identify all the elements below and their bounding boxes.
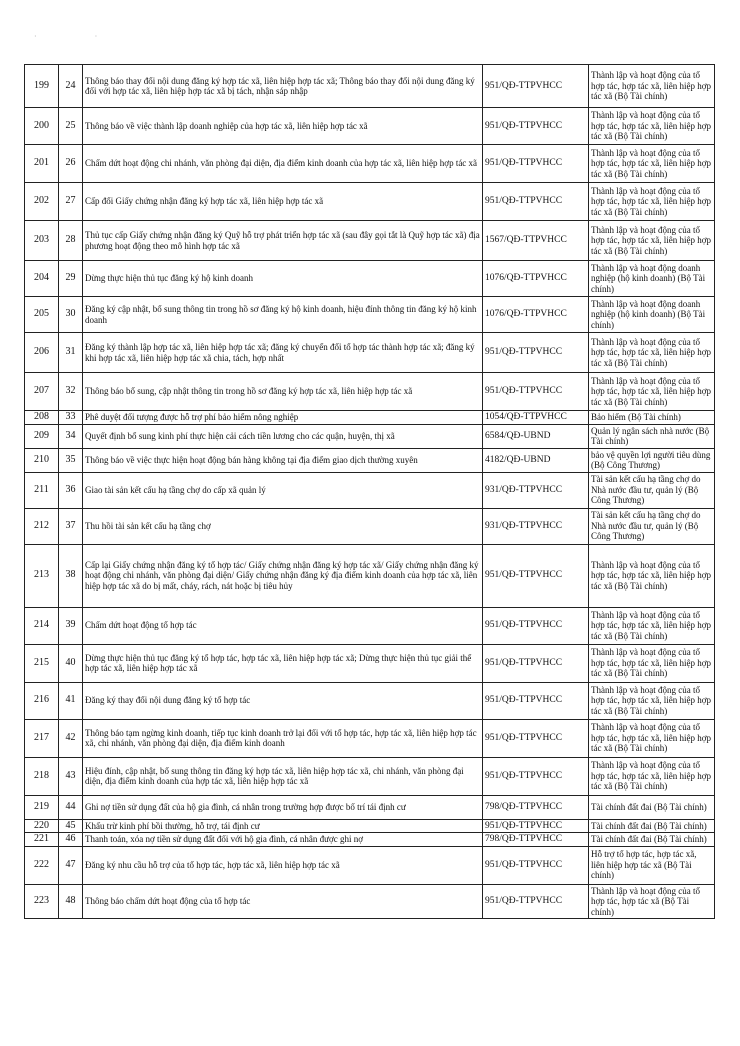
cell-no: 216 <box>25 682 59 719</box>
scan-marks: · · <box>34 32 126 41</box>
cell-title: Phê duyệt đối tượng được hỗ trợ phí bảo hiểm nông nghiệp <box>83 411 483 425</box>
cell-decision: 4182/QĐ-UBND <box>483 448 589 472</box>
cell-no: 207 <box>25 373 59 411</box>
cell-sub: 31 <box>59 333 83 373</box>
cell-title: Ghi nợ tiền sử dụng đất của hộ gia đình, cá nhân trong trường hợp được bố trí tái định cư <box>83 795 483 819</box>
cell-field: Thành lập và hoạt động của tổ hợp tác, hợp tác xã, liên hiệp hợp tác xã (Bộ Tài chính) <box>589 333 715 373</box>
cell-sub: 28 <box>59 221 83 261</box>
cell-field: bảo vệ quyền lợi người tiêu dùng (Bộ Công Thương) <box>589 448 715 472</box>
cell-title: Thông báo bổ sung, cập nhật thông tin trong hồ sơ đăng ký hợp tác xã, liên hiệp hợp tác xã <box>83 373 483 411</box>
cell-sub: 43 <box>59 757 83 795</box>
cell-field: Thành lập và hoạt động của tổ hợp tác, hợp tác xã, liên hiệp hợp tác xã (Bộ Tài chính) <box>589 183 715 221</box>
table-row <box>25 682 715 719</box>
cell-title: Thông báo tạm ngừng kinh doanh, tiếp tục kinh doanh trở lại đối với tổ hợp tác, hợp tác xã, liên hiệp hợp tác xã, chi nhánh, văn phòng đại diện, địa điểm kinh doanh <box>83 719 483 757</box>
table-row <box>25 757 715 795</box>
table-row <box>25 108 715 145</box>
cell-title: Thanh toán, xóa nợ tiền sử dụng đất đối với hộ gia đình, cá nhân được ghi nợ <box>83 833 483 847</box>
cell-title: Cấp lại Giấy chứng nhận đăng ký tổ hợp tác/ Giấy chứng nhận đăng ký hợp tác xã/ Giấy chứng nhận đăng ký hoạt động chi nhánh, văn phòng đại diện/ Giấy chứng nhận đăng ký địa điểm kinh doanh của hợp tác xã, liên hiệp hợp tác xã do bị mất, cháy, rách, nát hoặc bị tiêu hủy <box>83 544 483 607</box>
table-row <box>25 846 715 884</box>
cell-no: 221 <box>25 833 59 847</box>
cell-no: 204 <box>25 261 59 297</box>
cell-no: 205 <box>25 297 59 333</box>
cell-title: Đăng ký thay đổi nội dung đăng ký tổ hợp tác <box>83 682 483 719</box>
cell-field: Tài sản kết cấu hạ tầng chợ do Nhà nước đầu tư, quản lý (Bộ Công Thương) <box>589 472 715 508</box>
cell-field: Thành lập và hoạt động doanh nghiệp (hộ kinh doanh) (Bộ Tài chính) <box>589 297 715 333</box>
cell-decision: 951/QĐ-TTPVHCC <box>483 644 589 682</box>
cell-field: Thành lập và hoạt động của tổ hợp tác, hợp tác xã, liên hiệp hợp tác xã (Bộ Tài chính) <box>589 221 715 261</box>
cell-field: Thành lập và hoạt động của tổ hợp tác, hợp tác xã, liên hiệp hợp tác xã (Bộ Tài chính) <box>589 607 715 644</box>
cell-field: Hỗ trợ tổ hợp tác, hợp tác xã, liên hiệp hợp tác xã (Bộ Tài chính) <box>589 846 715 884</box>
cell-sub: 29 <box>59 261 83 297</box>
cell-sub: 41 <box>59 682 83 719</box>
table-row <box>25 508 715 544</box>
table-row <box>25 819 715 833</box>
cell-decision: 951/QĐ-TTPVHCC <box>483 819 589 833</box>
cell-title: Dừng thực hiện thủ tục đăng ký tổ hợp tác, hợp tác xã, liên hiệp hợp tác xã; Dừng thực hiện thủ tục giải thể hợp tác xã, liên hiệp hợp tác xã <box>83 644 483 682</box>
cell-no: 209 <box>25 424 59 448</box>
cell-sub: 30 <box>59 297 83 333</box>
cell-decision: 1567/QĐ-TTPVHCC <box>483 221 589 261</box>
table-row <box>25 145 715 183</box>
cell-decision: 951/QĐ-TTPVHCC <box>483 884 589 919</box>
cell-sub: 45 <box>59 819 83 833</box>
cell-sub: 33 <box>59 411 83 425</box>
cell-decision: 1076/QĐ-TTPVHCC <box>483 261 589 297</box>
cell-no: 212 <box>25 508 59 544</box>
table-row <box>25 65 715 108</box>
table-row <box>25 424 715 448</box>
cell-field: Quản lý ngân sách nhà nước (Bộ Tài chính) <box>589 424 715 448</box>
cell-title: Đăng ký cập nhật, bổ sung thông tin trong hồ sơ đăng ký hộ kinh doanh, hiệu đính thông tin đăng ký hộ kinh doanh <box>83 297 483 333</box>
cell-decision: 951/QĐ-TTPVHCC <box>483 183 589 221</box>
cell-no: 215 <box>25 644 59 682</box>
cell-field: Thành lập và hoạt động của tổ hợp tác, hợp tác xã, liên hiệp hợp tác xã (Bộ Tài chính) <box>589 682 715 719</box>
cell-field: Thành lập và hoạt động của tổ hợp tác, hợp tác xã, liên hiệp hợp tác xã (Bộ Tài chính) <box>589 719 715 757</box>
cell-decision: 951/QĐ-TTPVHCC <box>483 682 589 719</box>
table-row <box>25 373 715 411</box>
cell-title: Chấm dứt hoạt động tổ hợp tác <box>83 607 483 644</box>
cell-no: 208 <box>25 411 59 425</box>
table-row <box>25 719 715 757</box>
table-row <box>25 607 715 644</box>
cell-title: Đăng ký thành lập hợp tác xã, liên hiệp hợp tác xã; đăng ký chuyển đổi tổ hợp tác thành hợp tác xã; đăng ký khi hợp tác xã, liên hiệp hợp tác xã chia, tách, hợp nhất <box>83 333 483 373</box>
cell-sub: 26 <box>59 145 83 183</box>
table-row <box>25 472 715 508</box>
cell-field: Thành lập và hoạt động của tổ hợp tác, hợp tác xã, liên hiệp hợp tác xã (Bộ Tài chính) <box>589 644 715 682</box>
cell-no: 201 <box>25 145 59 183</box>
cell-no: 218 <box>25 757 59 795</box>
cell-no: 202 <box>25 183 59 221</box>
cell-sub: 24 <box>59 65 83 108</box>
cell-no: 210 <box>25 448 59 472</box>
cell-sub: 34 <box>59 424 83 448</box>
cell-title: Chấm dứt hoạt động chi nhánh, văn phòng đại diện, địa điểm kinh doanh của hợp tác xã, liên hiệp hợp tác xã <box>83 145 483 183</box>
cell-no: 217 <box>25 719 59 757</box>
cell-no: 206 <box>25 333 59 373</box>
cell-field: Thành lập và hoạt động của tổ hợp tác, hợp tác xã (Bộ Tài chính) <box>589 884 715 919</box>
cell-sub: 32 <box>59 373 83 411</box>
cell-decision: 951/QĐ-TTPVHCC <box>483 719 589 757</box>
cell-sub: 38 <box>59 544 83 607</box>
cell-sub: 39 <box>59 607 83 644</box>
table-row <box>25 183 715 221</box>
cell-field: Thành lập và hoạt động doanh nghiệp (hộ kinh doanh) (Bộ Tài chính) <box>589 261 715 297</box>
cell-title: Thông báo thay đổi nội dung đăng ký hợp tác xã, liên hiệp hợp tác xã; Thông báo thay đổi nội dung đăng ký đối với hợp tác xã, liên hiệp hợp tác xã bị tách, nhận sáp nhập <box>83 65 483 108</box>
cell-sub: 25 <box>59 108 83 145</box>
cell-no: 199 <box>25 65 59 108</box>
cell-sub: 42 <box>59 719 83 757</box>
cell-decision: 951/QĐ-TTPVHCC <box>483 333 589 373</box>
cell-no: 219 <box>25 795 59 819</box>
table-row <box>25 448 715 472</box>
cell-decision: 798/QĐ-TTPVHCC <box>483 795 589 819</box>
table-row <box>25 833 715 847</box>
cell-no: 214 <box>25 607 59 644</box>
cell-no: 213 <box>25 544 59 607</box>
cell-title: Thông báo chấm dứt hoạt động của tổ hợp tác <box>83 884 483 919</box>
table-row <box>25 261 715 297</box>
cell-field: Thành lập và hoạt động của tổ hợp tác, hợp tác xã, liên hiệp hợp tác xã (Bộ Tài chính) <box>589 65 715 108</box>
cell-field: Thành lập và hoạt động của tổ hợp tác, hợp tác xã, liên hiệp hợp tác xã (Bộ Tài chính) <box>589 544 715 607</box>
cell-decision: 951/QĐ-TTPVHCC <box>483 607 589 644</box>
cell-field: Tài chính đất đai (Bộ Tài chính) <box>589 819 715 833</box>
cell-title: Thông báo về việc thành lập doanh nghiệp của hợp tác xã, liên hiệp hợp tác xã <box>83 108 483 145</box>
cell-sub: 40 <box>59 644 83 682</box>
table-row <box>25 411 715 425</box>
cell-title: Dừng thực hiện thủ tục đăng ký hộ kinh doanh <box>83 261 483 297</box>
cell-no: 220 <box>25 819 59 833</box>
cell-decision: 951/QĐ-TTPVHCC <box>483 544 589 607</box>
cell-no: 211 <box>25 472 59 508</box>
table-row <box>25 297 715 333</box>
cell-decision: 798/QĐ-TTPVHCC <box>483 833 589 847</box>
cell-title: Quyết định bổ sung kinh phí thực hiện cải cách tiền lương cho các quận, huyện, thị xã <box>83 424 483 448</box>
table-row <box>25 795 715 819</box>
cell-sub: 27 <box>59 183 83 221</box>
cell-sub: 47 <box>59 846 83 884</box>
cell-title: Cấp đổi Giấy chứng nhận đăng ký hợp tác xã, liên hiệp hợp tác xã <box>83 183 483 221</box>
cell-title: Hiệu đính, cập nhật, bổ sung thông tin đăng ký hợp tác xã, liên hiệp hợp tác xã, chi nhánh, văn phòng đại diện, địa điểm kinh doanh của hợp tác xã, liên hiệp hợp tác xã <box>83 757 483 795</box>
cell-no: 200 <box>25 108 59 145</box>
cell-title: Giao tài sản kết cấu hạ tầng chợ do cấp xã quản lý <box>83 472 483 508</box>
cell-decision: 1076/QĐ-TTPVHCC <box>483 297 589 333</box>
cell-title: Thu hồi tài sản kết cấu hạ tầng chợ <box>83 508 483 544</box>
table-row <box>25 333 715 373</box>
table-row <box>25 644 715 682</box>
cell-decision: 6584/QĐ-UBND <box>483 424 589 448</box>
cell-title: Thông báo về việc thực hiện hoạt động bán hàng không tại địa điểm giao dịch thường xuyên <box>83 448 483 472</box>
cell-field: Tài chính đất đai (Bộ Tài chính) <box>589 833 715 847</box>
cell-sub: 44 <box>59 795 83 819</box>
cell-no: 203 <box>25 221 59 261</box>
cell-field: Tài chính đất đai (Bộ Tài chính) <box>589 795 715 819</box>
cell-field: Bảo hiểm (Bộ Tài chính) <box>589 411 715 425</box>
cell-decision: 1054/QĐ-TTPVHCC <box>483 411 589 425</box>
cell-sub: 35 <box>59 448 83 472</box>
procedures-table <box>24 64 715 919</box>
cell-decision: 951/QĐ-TTPVHCC <box>483 65 589 108</box>
cell-field: Thành lập và hoạt động của tổ hợp tác, hợp tác xã, liên hiệp hợp tác xã (Bộ Tài chính) <box>589 145 715 183</box>
cell-sub: 36 <box>59 472 83 508</box>
cell-field: Thành lập và hoạt động của tổ hợp tác, hợp tác xã, liên hiệp hợp tác xã (Bộ Tài chính) <box>589 757 715 795</box>
cell-decision: 951/QĐ-TTPVHCC <box>483 846 589 884</box>
cell-no: 223 <box>25 884 59 919</box>
cell-title: Đăng ký nhu cầu hỗ trợ của tổ hợp tác, hợp tác xã, liên hiệp hợp tác xã <box>83 846 483 884</box>
cell-title: Khấu trừ kinh phí bồi thường, hỗ trợ, tái định cư <box>83 819 483 833</box>
cell-field: Tài sản kết cấu hạ tầng chợ do Nhà nước đầu tư, quản lý (Bộ Công Thương) <box>589 508 715 544</box>
table-row <box>25 884 715 919</box>
cell-decision: 951/QĐ-TTPVHCC <box>483 108 589 145</box>
cell-decision: 931/QĐ-TTPVHCC <box>483 508 589 544</box>
cell-field: Thành lập và hoạt động của tổ hợp tác, hợp tác xã, liên hiệp hợp tác xã (Bộ Tài chính) <box>589 108 715 145</box>
cell-decision: 951/QĐ-TTPVHCC <box>483 145 589 183</box>
cell-title: Thủ tục cấp Giấy chứng nhận đăng ký Quỹ hỗ trợ phát triển hợp tác xã (sau đây gọi tắt là Quỹ hợp tác xã) địa phương hoạt động theo mô hình hợp tác xã <box>83 221 483 261</box>
cell-decision: 951/QĐ-TTPVHCC <box>483 757 589 795</box>
cell-sub: 37 <box>59 508 83 544</box>
cell-no: 222 <box>25 846 59 884</box>
table-row <box>25 221 715 261</box>
cell-decision: 951/QĐ-TTPVHCC <box>483 373 589 411</box>
table-row <box>25 544 715 607</box>
cell-decision: 931/QĐ-TTPVHCC <box>483 472 589 508</box>
cell-sub: 46 <box>59 833 83 847</box>
cell-sub: 48 <box>59 884 83 919</box>
table-body <box>25 65 715 919</box>
cell-field: Thành lập và hoạt động của tổ hợp tác, hợp tác xã, liên hiệp hợp tác xã (Bộ Tài chính) <box>589 373 715 411</box>
